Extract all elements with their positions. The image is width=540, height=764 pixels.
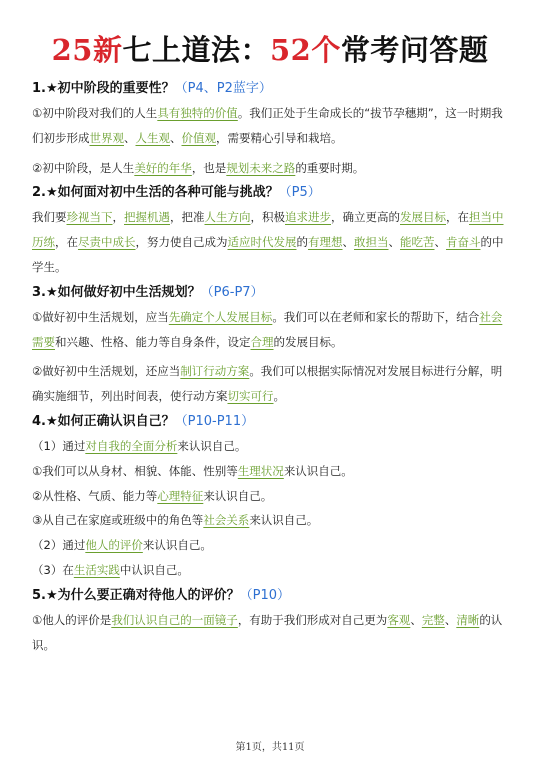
question-section [32, 583, 512, 658]
key-term: 切实可行 [227, 389, 274, 404]
key-term: 珍视当下 [66, 210, 113, 225]
answer-text: ，在 [55, 235, 78, 250]
key-term: 具有独特的价值 [157, 106, 238, 120]
answer-text: ，在 [446, 210, 469, 225]
question-section [32, 280, 512, 409]
answer-text: 的认识。 [32, 612, 503, 652]
key-term: 先确定个人发展目标 [168, 309, 273, 324]
page-reference: （P10） [239, 587, 291, 603]
answer-text: 、 [124, 130, 136, 145]
answer-text: 中认识自己。 [119, 562, 189, 577]
answer-paragraph [32, 484, 512, 509]
key-term: 社会关系 [203, 513, 250, 528]
key-term: 制订行动方案 [180, 364, 250, 379]
answer-text: 来认识自己。 [203, 488, 273, 503]
key-term: 合理 [250, 334, 274, 349]
key-term: 担当中历练 [32, 210, 504, 250]
question-section [32, 180, 512, 279]
question-title: 5.★为什么要正确对待他人的评价？ [32, 587, 240, 603]
question-title: 2.★如何面对初中生活的各种可能与挑战？ [32, 185, 279, 201]
key-term: 世界观 [89, 130, 124, 145]
page-reference: （P6-P7） [200, 284, 264, 300]
answer-paragraph [32, 156, 512, 181]
answer-text: 。我们可以在老师和家长的帮助下，结合 [272, 309, 480, 324]
answer-text: ①他人的评价是 [32, 612, 112, 627]
title-part-3: 52个 [270, 33, 341, 67]
answer-text: ①做好初中生活规划，应当 [32, 309, 169, 324]
key-term: 追求进步 [285, 210, 331, 225]
page-reference: （P5） [278, 185, 321, 201]
question-title: 4.★如何正确认识自己？ [32, 413, 175, 429]
page-reference: （P10-P11） [174, 413, 255, 429]
answer-paragraph [32, 205, 512, 279]
key-term: 有理想 [308, 235, 343, 250]
answer-text: ，努力使自己成为 [135, 235, 228, 250]
answer-text: 的中学生。 [32, 235, 504, 274]
answer-text: 。我们可以根据实际情况对发展目标进行分解，明确实施细节，列出时间表，使行动方案 [32, 364, 503, 404]
answer-paragraph [32, 434, 512, 459]
key-term: 人生观 [135, 130, 170, 145]
answer-text: ，有助于我们形成对自己更为 [237, 612, 388, 627]
key-term: 价值观 [181, 130, 216, 145]
key-term: 心理特征 [157, 488, 204, 503]
key-term: 规划未来之路 [226, 160, 296, 175]
answer-text: ①我们可以从身材、相貌、体能、性别等 [32, 463, 238, 478]
answer-text: ，把准 [170, 210, 205, 225]
key-term: 尽责中成长 [78, 235, 136, 250]
answer-text: 。 [273, 389, 285, 404]
answer-text: （2）通过 [32, 538, 86, 553]
answer-text: 、 [444, 612, 457, 627]
answer-text: 、 [342, 235, 354, 250]
answer-text: （1）通过 [32, 438, 86, 453]
key-term: 他人的评价 [85, 538, 143, 553]
answer-text: ，积极 [250, 210, 285, 225]
title-part-1: 25新 [51, 33, 123, 67]
question-heading [32, 409, 512, 434]
page-footer: 第1页，共11页 [235, 742, 305, 753]
title-part-4: 常考问答题 [340, 33, 489, 67]
key-term: 生理状况 [237, 463, 284, 478]
answer-text: （3）在 [32, 562, 74, 577]
key-term: 客观 [387, 612, 411, 627]
document-body [32, 76, 512, 657]
answer-paragraph [32, 608, 512, 658]
key-term: 生活实践 [73, 562, 120, 577]
answer-text: 的发展目标。 [273, 334, 343, 349]
answer-text: 的 [296, 235, 308, 250]
answer-text: 来认识自己。 [283, 463, 353, 478]
key-term: 肯奋斗 [446, 235, 481, 250]
question-section [32, 409, 512, 583]
question-heading [32, 76, 512, 101]
question-title: 1.★初中阶段的重要性？ [32, 81, 175, 96]
key-term: 美好的年华 [134, 160, 192, 175]
key-term: 社会需要 [32, 309, 503, 349]
answer-text: 。我们正处于生命成长的“拔节孕穗期”，这一时期我们初步形成 [32, 106, 503, 145]
answer-text: ，也是 [191, 160, 227, 175]
key-term: 发展目标 [400, 210, 446, 225]
question-heading [32, 280, 512, 305]
answer-text: ③从自己在家庭或班级中的角色等 [32, 513, 204, 528]
answer-text: ②初中阶段，是人生 [32, 160, 135, 175]
answer-paragraph [32, 359, 512, 409]
question-heading [32, 180, 512, 205]
key-term: 敢担当 [354, 235, 389, 250]
answer-text: ， [112, 210, 124, 225]
answer-text: 我们要 [32, 210, 67, 225]
answer-paragraph [32, 508, 512, 533]
answer-paragraph [32, 558, 512, 583]
question-heading [32, 583, 512, 608]
answer-text: 、 [170, 130, 182, 145]
answer-text: 、 [410, 612, 422, 627]
question-section [32, 76, 512, 180]
answer-text: ，需要精心引导和栽培。 [216, 130, 343, 145]
answer-paragraph [32, 459, 512, 484]
title-part-2: 七上道法： [122, 33, 270, 67]
answer-text: ②从性格、气质、能力等 [32, 488, 158, 503]
answer-text: 来认识自己。 [249, 513, 319, 528]
key-term: 把握机遇 [124, 210, 170, 225]
key-term: 人生方向 [204, 210, 251, 225]
answer-text: ②做好初中生活规划，还应当 [32, 364, 181, 379]
answer-text: 、 [388, 235, 400, 250]
answer-text: 的重要时期。 [295, 160, 365, 175]
answer-text: 和兴趣、性格、能力等自身条件，设定 [55, 334, 251, 349]
key-term: 清晰 [456, 612, 480, 627]
key-term: 完整 [421, 612, 445, 627]
answer-paragraph [32, 305, 512, 355]
answer-text: ①初中阶段对我们的人生 [32, 106, 158, 120]
answer-text: 来认识自己。 [177, 438, 247, 453]
key-term: 适应时代发展 [227, 235, 297, 250]
answer-paragraph [32, 101, 512, 151]
question-title: 3.★如何做好初中生活规划？ [32, 284, 201, 300]
page-reference: （P4、P2蓝字） [174, 81, 272, 96]
answer-text: 来认识自己。 [142, 538, 212, 553]
key-term: 能吃苦 [400, 235, 435, 250]
key-term: 对自我的全面分析 [85, 438, 178, 453]
page-title [0, 28, 540, 69]
key-term: 我们认识自己的一面镜子 [111, 612, 238, 627]
answer-paragraph [32, 533, 512, 558]
answer-text: 、 [434, 235, 446, 250]
answer-text: ，确立更高的 [331, 210, 400, 225]
